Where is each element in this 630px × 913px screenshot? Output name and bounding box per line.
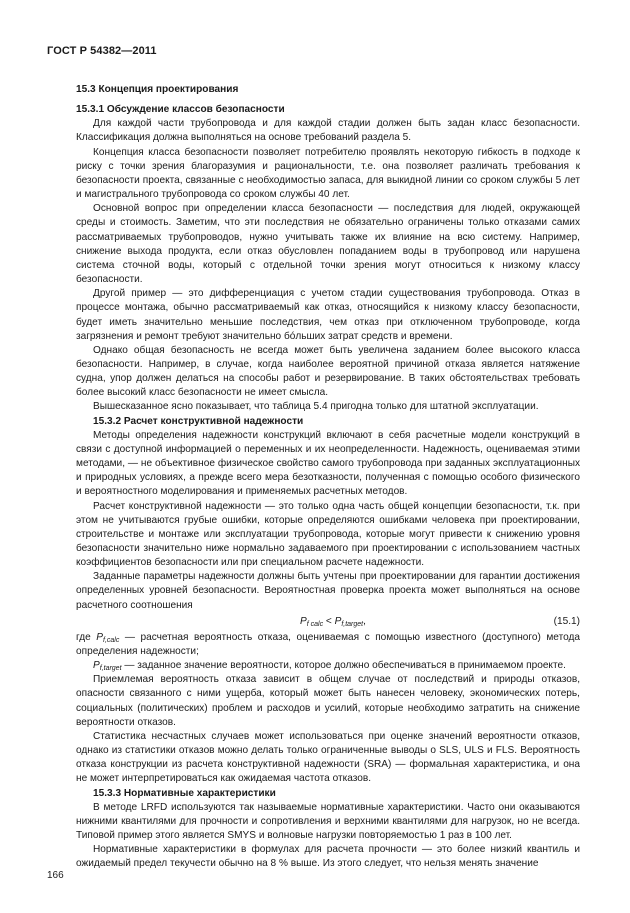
paragraph: Методы определения надежности конструкций включают в себя расчетные модели конструкций в связи с доступной информацией о переменных и их неопределенности. Надежность, оцениваемая этими методами, — не объективное физическое свойство самого трубопровода при заданных эксплуатационных и природных условиях, а прежде всего мера безотказности, полученная с помощью особого физического и вероятностного моделирования и применяемых расчетных методов. bbox=[76, 429, 580, 498]
paragraph: Однако общая безопасность не всегда может быть увеличена заданием более высокого класса безопасности. Например, в случае, когда наиболее вероятной причиной отказа является натяжение судна, упор должен делаться на способы работ и резервирование. В таких обстоятельствах требовать более высокий класс безопасности не имеет смысла. bbox=[76, 344, 580, 399]
formula-15-1 bbox=[76, 613, 580, 631]
paragraph: Основной вопрос при определении класса безопасности — последствия для людей, окружающей среды и стоимость. Заметим, что эти последствия не обязательно ограничены только отказами самих рассматриваемых трубопроводов, нужно учитывать также их влияние на всю систему. Например, снижение выхода продукта, если отказ обусловлен попаданием воды в трубопровод или нарушена система сточной воды, который с отдельной точки зрения могут относиться к низкому классу безопасности. bbox=[76, 203, 580, 286]
paragraph: Нормативные характеристики в формулах для расчета прочности — это более низкий квантиль и ожидаемый предел текучести обычно на 8 % выше. Из этого следует, что нельзя менять значение bbox=[76, 844, 580, 870]
paragraph: Приемлемая вероятность отказа зависит в общем случае от последствий и природы отказов, опасности связанного с ними ущерба, который может быть нанесен человеку, экономических потерь, социальных (политических) проблем и расходов и усилий, которые необходимо затратить на снижение вероятности отказов. bbox=[76, 674, 580, 728]
paragraph: Концепция класса безопасности позволяет потребителю проявлять некоторую гибкость в подходе к риску с точки зрения благоразумия и рациональности, т.е. она позволяет различать требования к безопасности проекта, связанные с необходимостью запаса, для выкидной линии со сроком службы 5 лет и магистрального трубопровода со сроком службы 40 лет. bbox=[76, 146, 580, 201]
paragraph: Вышесказанное ясно показывает, что таблица 5.4 пригодна только для штатной эксплуатации. bbox=[93, 401, 539, 413]
subsection-heading-15-3-3: 15.3.3 Нормативные характеристики bbox=[93, 787, 276, 799]
definition-pf-calc: где $P_{f,calc}$ — расчетная вероятность отказа, оцениваемая с помощью известного (доступного) метода определения надежности; bbox=[76, 631, 580, 657]
paragraph: В методе LRFD используются так называемые нормативные характеристики. Часто они оказываются нижними квантилями для прочности и сопротивления и верхними квантилями для нагрузок, но не всегда. Типовой пример этого является SMYS и волновые нагрузки повторяемостью 1 раз в 100 лет. bbox=[76, 801, 580, 841]
paragraph: Для каждой части трубопровода и для каждой стадии должен быть задан класс безопасности. Классификация должна выполняться на основе требований раздела 5. bbox=[76, 118, 580, 144]
section-heading-15-3: 15.3 Концепция проектирования bbox=[76, 84, 239, 95]
paragraph: Статистика несчастных случаев может использоваться при оценке значений вероятности отказов, однако из статистики отказов можно делать только ограниченные выводы о SLS, ULS и FLS. Вероятность отказа конструкции из расчета конструктивной надежности (SRA) — формальная характеристика, и она не может интерпретироваться как ожидаемая частота отказов. bbox=[76, 730, 580, 785]
standard-header: ГОСТ Р 54382—2011 bbox=[47, 45, 157, 57]
formula-number: (15.1) bbox=[553, 615, 580, 627]
subsection-heading-15-3-1: 15.3.1 Обсуждение классов безопасности bbox=[76, 104, 285, 116]
paragraph: Заданные параметры надежности должны быть учтены при проектировании для гарантии достижения определенных уровней безопасности. Вероятностная проверка проекта может выполняться на основе расчетного соотношения bbox=[76, 571, 580, 611]
subsection-heading-15-3-2: 15.3.2 Расчет конструктивной надежности bbox=[93, 415, 304, 427]
formula-expression: $P_{f calc} < P_{f,target}$, bbox=[300, 615, 366, 628]
definition-pf-target: $P_{f,target}$ — заданное значение вероятности, которое должно обеспечиваться в принимаемом проекте. bbox=[93, 660, 566, 673]
paragraph: Расчет конструктивной надежности — это только одна часть общей концепции безопасности, т.к. при этом не учитываются грубые ошибки, которые определяются ошибками человека при проектировании, строительстве и монтаже или эксплуатации трубопровода, которые могут привести к снижению уровня безопасности значительно ниже нормально задаваемого при проектировании с использованием частных коэффициентов безопасности или при специальном расчете надежности. bbox=[76, 500, 580, 569]
page-number: 166 bbox=[47, 870, 64, 881]
page-content bbox=[76, 83, 580, 871]
paragraph: Другой пример — это дифференциация с учетом стадии существования трубопровода. Отказ в процессе монтажа, обычно рассматриваемый как отказ, относящийся к низкому классу безопасности, будет иметь значительно меньшие последствия, чем отказ при отключенном трубопроводе, когда загрязнения и ремонт требуют значительно бóльших затрат средств и времени. bbox=[76, 288, 580, 342]
